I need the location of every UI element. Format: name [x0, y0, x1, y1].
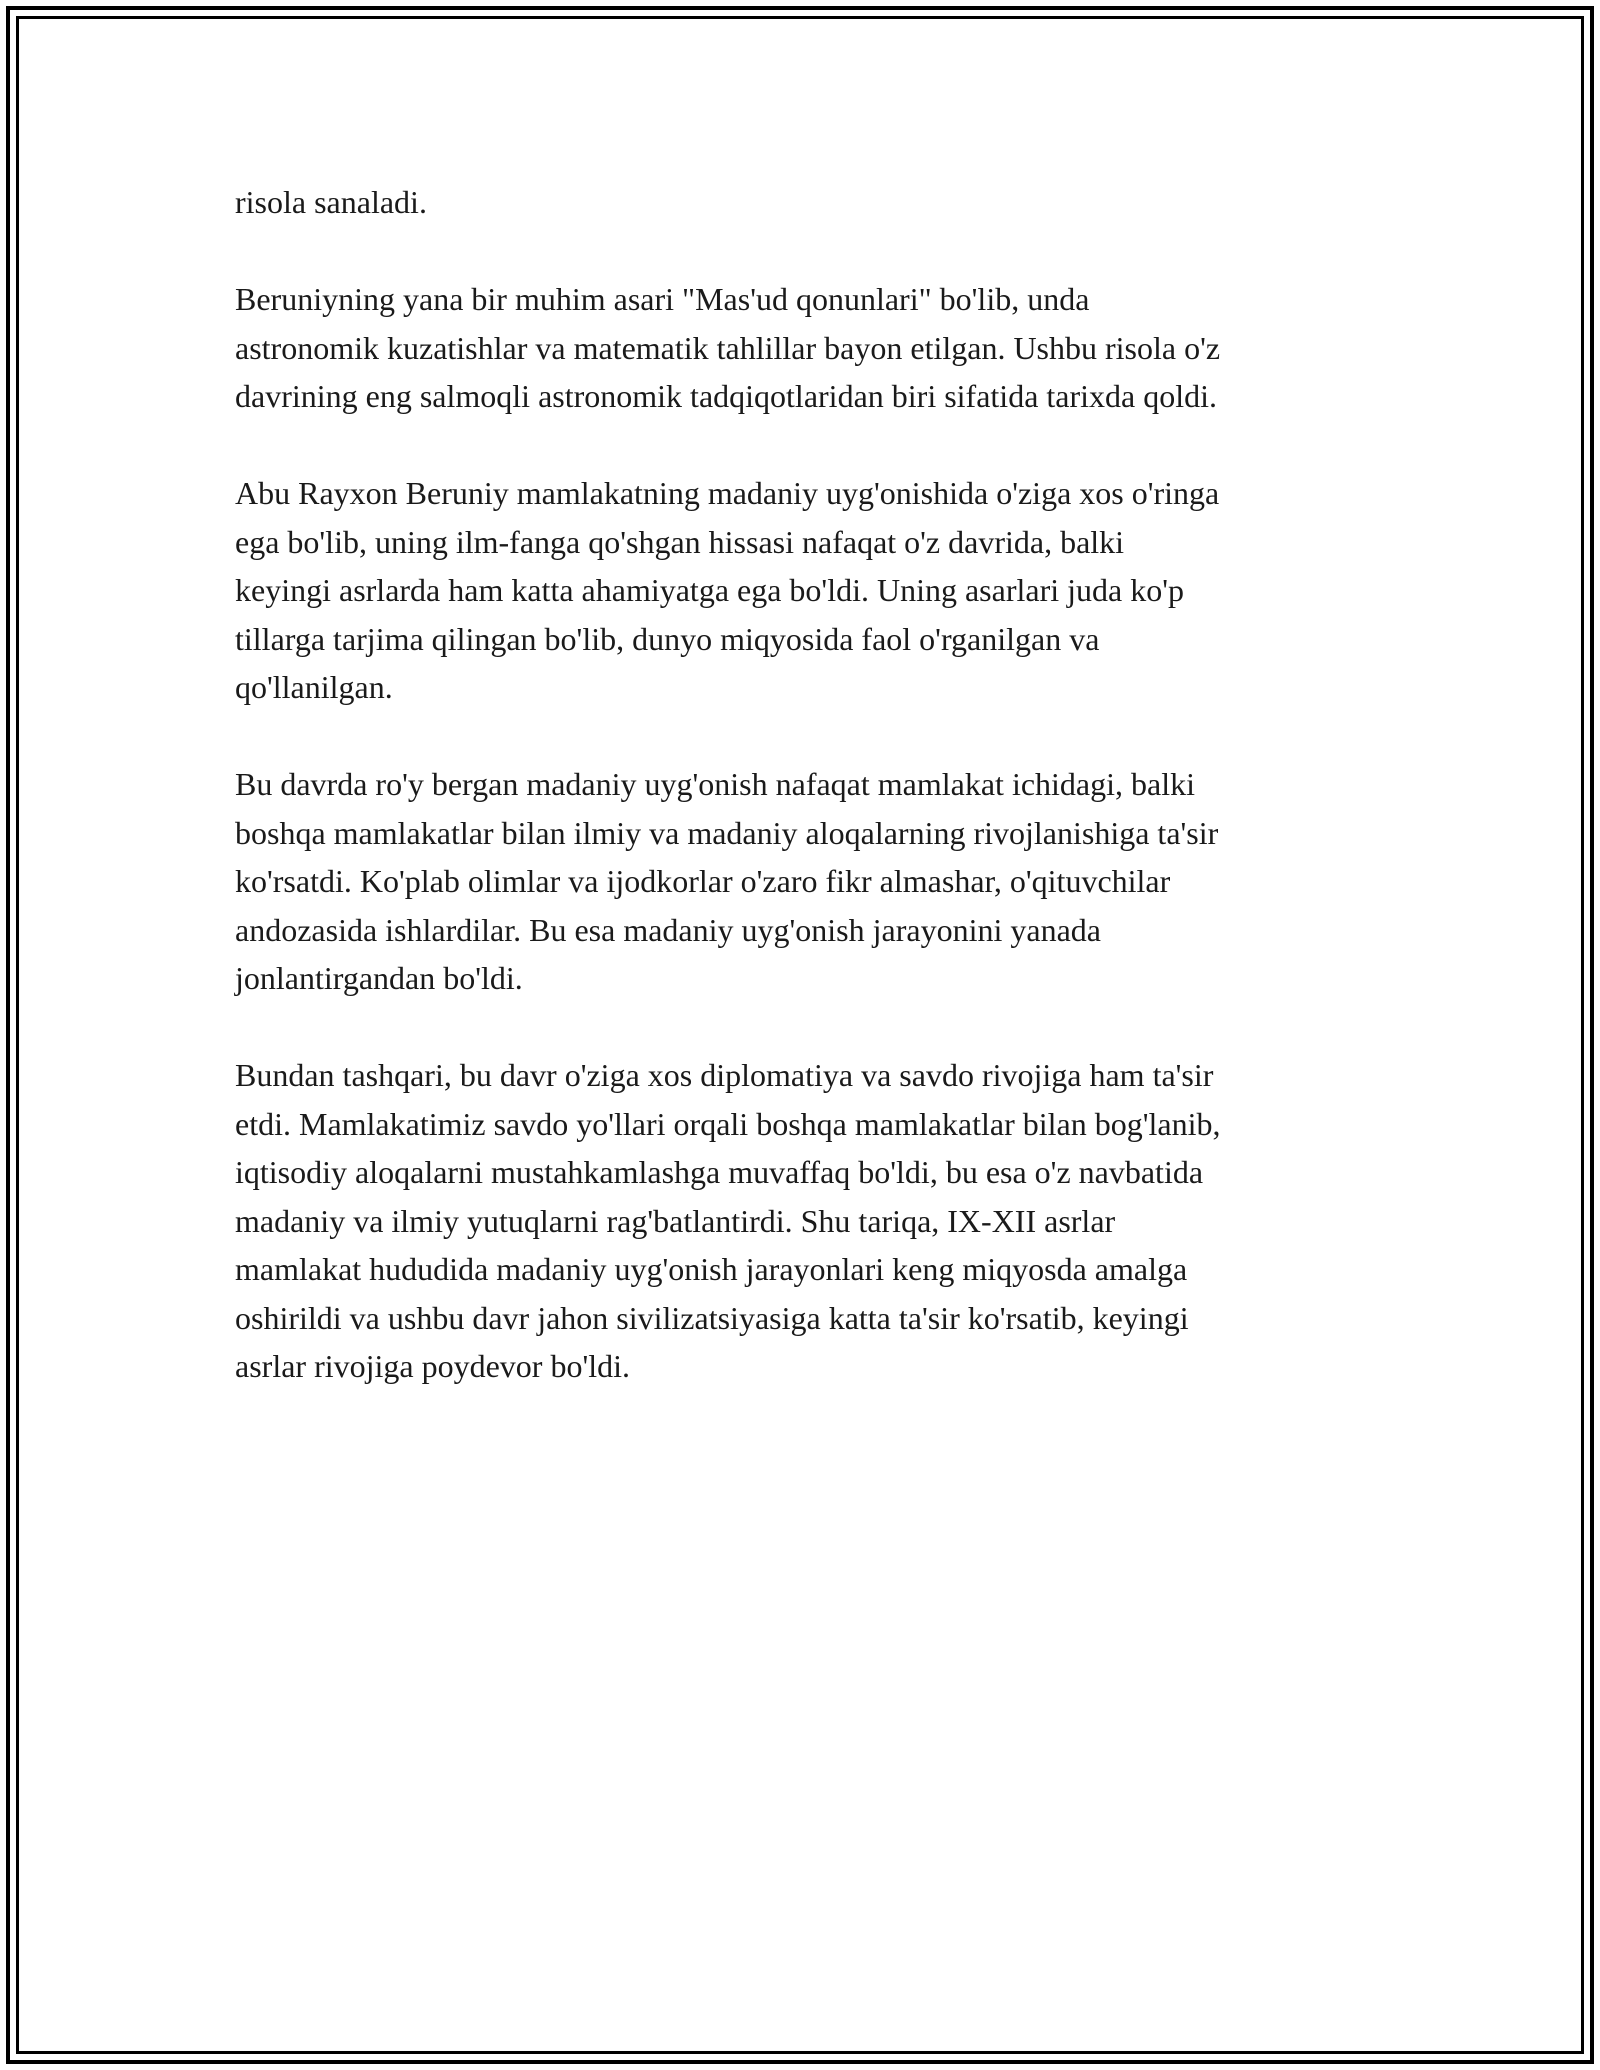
paragraph-3: Abu Rayxon Beruniy mamlakatning madaniy uyg'onishida o'ziga xos o'ringa ega bo'lib, uning ilm-fanga qo'shgan hissasi nafaqat o'z davrida, balki keyingi asrlarda ham katta ahamiyatga ega bo'ldi. Uning asarlari juda ko'p tillarga tarjima qilingan bo'lib, dunyo miqyosida faol o'rganilgan va qo'llanilgan. — [235, 475, 1220, 705]
document-body — [235, 178, 1385, 1439]
paragraph-5: Bundan tashqari, bu davr o'ziga xos diplomatiya va savdo rivojiga ham ta'sir etdi. Mamlakatimiz savdo yo'llari orqali boshqa mamlakatlar bilan bog'lanib, iqtisodiy aloqalarni mustahkamlashga muvaffaq bo'ldi, bu esa o'z navbatida madaniy va ilmiy yutuqlarni rag'batlantirdi. Shu tariqa, IX-XII asrlar mamlakat hududida madaniy uyg'onish jarayonlari keng miqyosda amalga oshirildi va ushbu davr jahon sivilizatsiyasiga katta ta'sir ko'rsatib, keyingi asrlar rivojiga poydevor bo'ldi. — [235, 1057, 1221, 1384]
paragraph-1: risola sanaladi. — [235, 184, 427, 220]
paragraph-4: Bu davrda ro'y bergan madaniy uyg'onish nafaqat mamlakat ichidagi, balki boshqa mamlakatlar bilan ilmiy va madaniy aloqalarning rivojlanishiga ta'sir ko'rsatdi. Ko'plab olimlar va ijodkorlar o'zaro fikr almashar, o'qituvchilar andozasida ishlardilar. Bu esa madaniy uyg'onish jarayonini yanada jonlantirgandan bo'ldi. — [235, 766, 1219, 996]
paragraph-2: Beruniyning yana bir muhim asari "Mas'ud qonunlari" bo'lib, unda astronomik kuzatishlar va matematik tahlillar bayon etilgan. Ushbu risola o'z davrining eng salmoqli astronomik tadqiqotlaridan biri sifatida tarixda qoldi. — [235, 281, 1221, 414]
